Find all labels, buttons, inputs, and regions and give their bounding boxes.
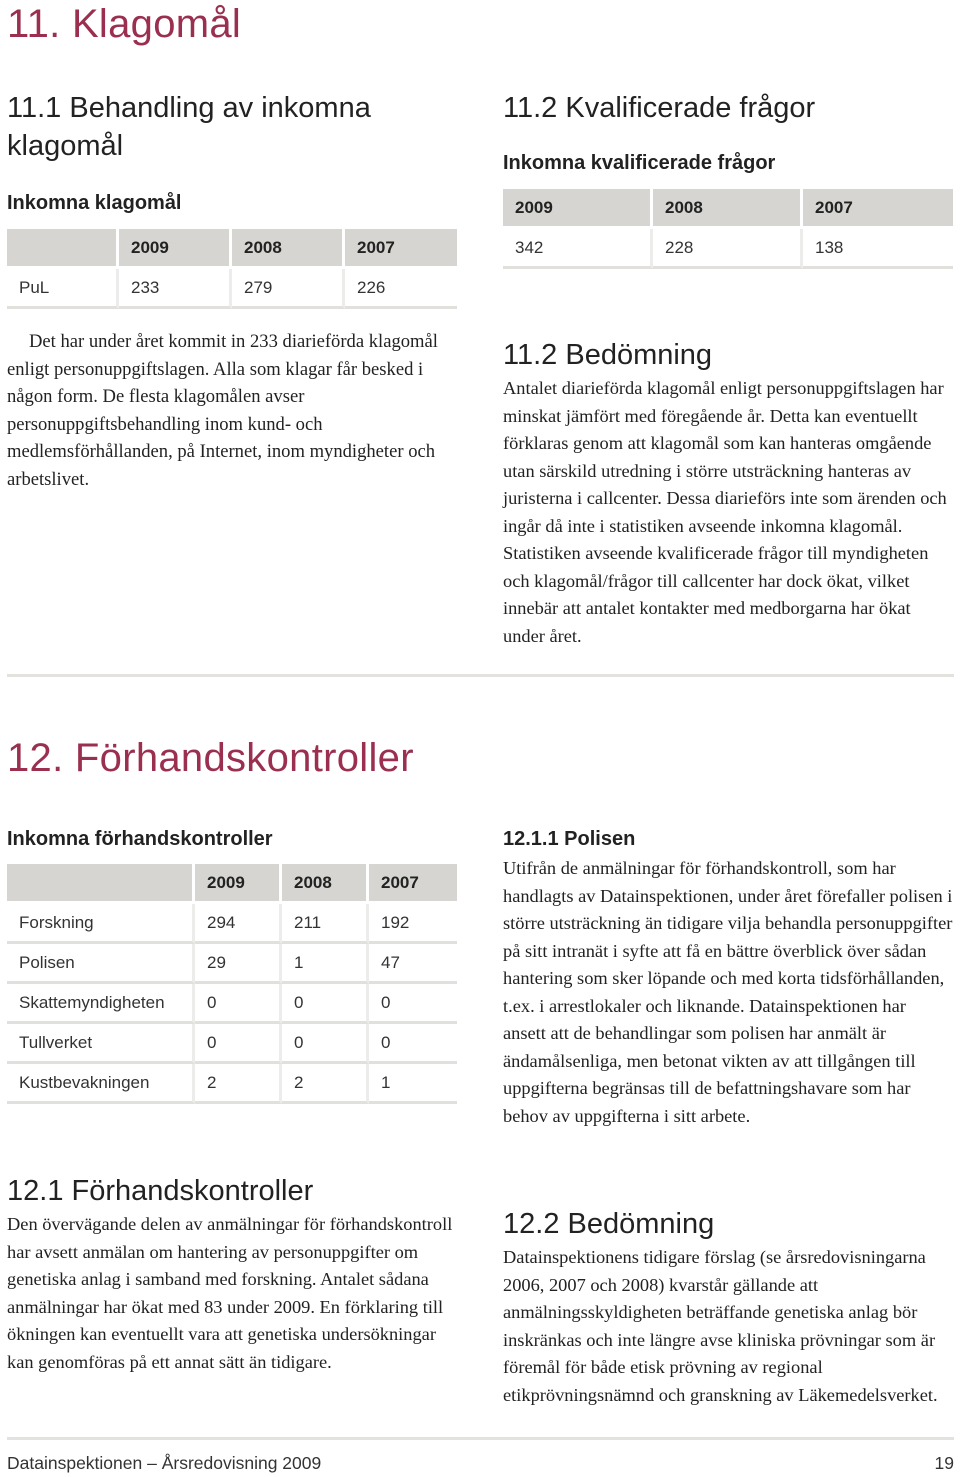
table-cell: 0 xyxy=(195,1024,282,1064)
header-cell: 2008 xyxy=(282,864,369,904)
table-cell: 0 xyxy=(369,1024,457,1064)
table-cell: 279 xyxy=(232,269,345,309)
section-12-1-1-body: Utifrån de anmälningar för förhandskontroll, som har handlagts av Datainspektionen, under året förefaller polisen i större utsträckning än tidigare vilja behandla personuppgifter på sitt intranät i syfte att få en bättre överblick över sådan hantering som sker löpande och med korta tidsförhållanden, t.ex. i arrestlokaler och liknande. Datainspektionen har ansett att de behandlingar som polisen har anmält är ändamålsenliga, men betonat vikten av att tillgången till uppgifterna begränsas till de befattningshavare som har behov av uppgifterna i sitt arbete. xyxy=(503,858,953,1126)
questions-table-header xyxy=(503,189,953,229)
table-cell: 138 xyxy=(803,229,953,269)
table-cell: Polisen xyxy=(7,944,195,984)
section-12-2-body: Datainspektionens tidigare förslag (se årsredovisningarna 2006, 2007 och 2008) kvarstår gällande att anmälningsskyldigheten beträffande genetiska anlag bör inskränkas och inte längre avse kliniska prövningar som är föremål för både etisk prövning av regional etikprövningsnämnd och granskning av Läkemedelsverket. xyxy=(503,1247,938,1405)
footer-divider xyxy=(7,1437,954,1440)
table-cell: 294 xyxy=(195,904,282,944)
header-cell: 2007 xyxy=(345,229,457,269)
header-cell: 2009 xyxy=(503,189,653,229)
section-11-1-heading: 11.1 Behandling av inkomna klagomål xyxy=(7,92,371,162)
table-cell: 228 xyxy=(653,229,803,269)
table-cell: 342 xyxy=(503,229,653,269)
section-12-2-heading: 12.2 Bedömning xyxy=(503,1208,715,1240)
header-cell xyxy=(7,229,119,269)
complaints-table xyxy=(7,229,457,309)
page-number: 19 xyxy=(934,1453,954,1473)
section-11-2-assessment-body: Antalet diarieförda klagomål enligt personuppgiftslagen har minskat jämfört med föregående år. Detta kan eventuellt förklaras genom att klagomål som kan hanteras omgående utan särskild utredning i större utsträckning hanteras av juristerna i callcenter. Dessa diarieförs inte som ärenden och ingår då inte i statistiken avseende inkomna klagomål. Statistiken avseende kvalificerade frågor till myndigheten och klagomål/frågor till callcenter har dock ökat, vilket innebär att antalet kontakter med medborgarna har ökat under året. xyxy=(503,378,947,646)
table-row xyxy=(503,229,953,269)
table-cell: 2 xyxy=(282,1064,369,1104)
section-11-2-assessment-heading: 11.2 Bedömning xyxy=(503,339,713,371)
section-12-1-heading: 12.1 Förhandskontroller xyxy=(7,1175,314,1207)
footer-title: Datainspektionen – Årsredovisning 2009 xyxy=(7,1453,322,1473)
section-11-1-body: Det har under året kommit in 233 diarieförda klagomål enligt personuppgiftslagen. Alla som klagar får besked i någon form. De flesta klagomålen avser personuppgiftsbehandling inom kund- och medlemsförhållanden, på Internet, inom myndigheter och arbetslivet. xyxy=(7,331,438,490)
table-cell: 0 xyxy=(195,984,282,1024)
prior-checks-table-header xyxy=(7,864,457,904)
table-cell: 2 xyxy=(195,1064,282,1104)
complaints-table-header xyxy=(7,229,457,269)
table-cell: 1 xyxy=(369,1064,457,1104)
table-row xyxy=(7,269,457,309)
prior-checks-table xyxy=(7,864,457,1104)
table-cell: 47 xyxy=(369,944,457,984)
table-row xyxy=(7,1024,457,1064)
header-cell xyxy=(7,864,195,904)
header-cell: 2009 xyxy=(119,229,232,269)
table-row xyxy=(7,944,457,984)
header-cell: 2007 xyxy=(369,864,457,904)
table-cell: Forskning xyxy=(7,904,195,944)
questions-table-caption: Inkomna kvalificerade frågor xyxy=(503,152,776,174)
section-12-1-body: Den övervägande delen av anmälningar för förhandskontroll har avsett anmälan om hantering av personuppgifter om genetiska anlag i samband med forskning. Antalet sådana anmälningar har ökat med 83 under 2009. En förklaring till ökningen kan eventuellt vara att genetiska undersökningar kan genomföras på ett annat sätt än tidigare. xyxy=(7,1214,453,1372)
header-cell: 2008 xyxy=(232,229,345,269)
section-divider xyxy=(7,674,954,677)
table-row xyxy=(7,984,457,1024)
chapter-11-title: 11. Klagomål xyxy=(7,2,242,46)
header-cell: 2007 xyxy=(803,189,953,229)
header-cell: 2008 xyxy=(653,189,803,229)
table-cell: 29 xyxy=(195,944,282,984)
complaints-table-caption: Inkomna klagomål xyxy=(7,192,182,214)
questions-table xyxy=(503,189,953,269)
table-cell: 1 xyxy=(282,944,369,984)
table-cell: 226 xyxy=(345,269,457,309)
table-cell: 192 xyxy=(369,904,457,944)
table-cell: 0 xyxy=(282,1024,369,1064)
table-cell: Tullverket xyxy=(7,1024,195,1064)
section-11-2-heading: 11.2 Kvalificerade frågor xyxy=(503,92,816,124)
table-cell: Kustbevakningen xyxy=(7,1064,195,1104)
prior-checks-table-caption: Inkomna förhandskontroller xyxy=(7,828,273,850)
table-cell: 0 xyxy=(282,984,369,1024)
chapter-12-title: 12. Förhandskontroller xyxy=(7,736,414,780)
section-12-1-1-heading: 12.1.1 Polisen xyxy=(503,828,636,850)
table-cell: 233 xyxy=(119,269,232,309)
table-row xyxy=(7,1064,457,1104)
table-row xyxy=(7,904,457,944)
table-cell: PuL xyxy=(7,269,119,309)
table-cell: 0 xyxy=(369,984,457,1024)
header-cell: 2009 xyxy=(195,864,282,904)
table-cell: Skattemyndigheten xyxy=(7,984,195,1024)
table-cell: 211 xyxy=(282,904,369,944)
